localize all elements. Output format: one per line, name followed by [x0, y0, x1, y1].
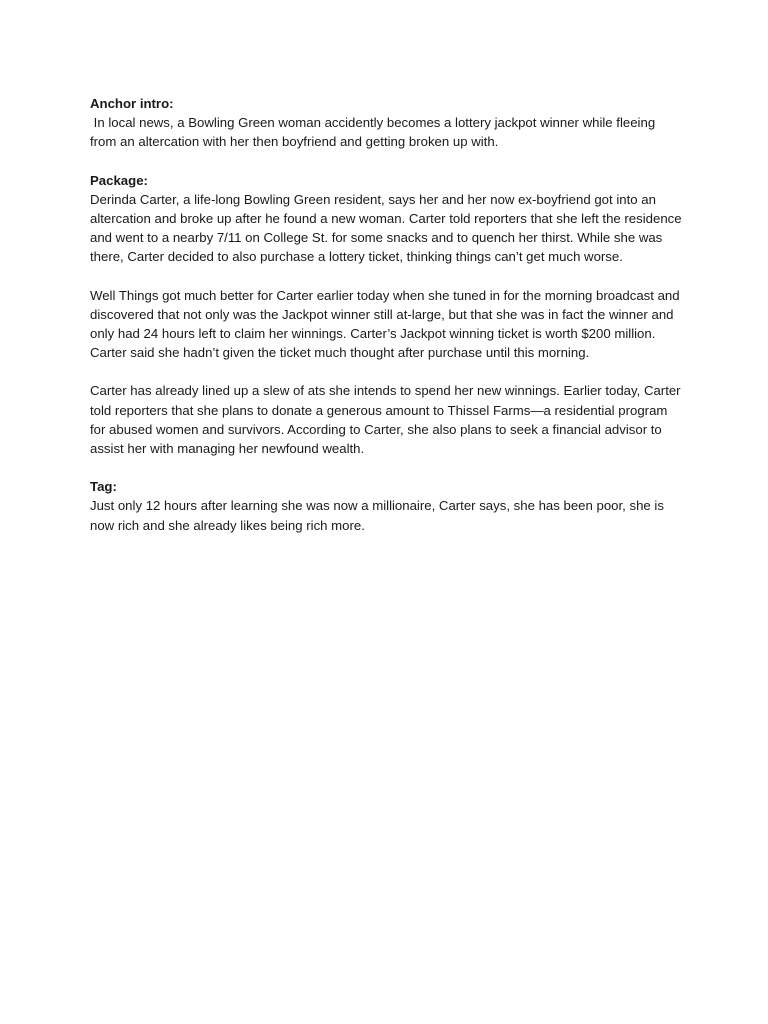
- package-paragraph-3: Carter said she hadn’t given the ticket much thought after purchase until this morning.: [90, 345, 590, 361]
- package-heading: Package:: [90, 172, 148, 188]
- spacer: [90, 362, 682, 381]
- spacer: [90, 152, 682, 171]
- package-paragraph-4: Carter has already lined up a slew of ats she intends to spend her new winnings. Earlier today, Carter told reporters that she plans to donate a generous amount to Thissel Farms—a residential program for abused women and survivors. According to Carter, she also plans to seek a financial advisor to assist her with managing her newfound wealth.: [90, 383, 681, 457]
- package-paragraph-2: Well Things got much better for Carter earlier today when she tuned in for the morning broadcast and discovered that not only was the Jackpot winner still at-large, but that she was in fact the winner and only had 24 hours left to claim her winnings. Carter’s Jackpot winning ticket is worth $200 million.: [90, 287, 680, 342]
- anchor-intro-heading: Anchor intro:: [90, 96, 174, 111]
- document-page: [90, 94, 682, 535]
- spacer: [90, 267, 682, 286]
- tag-paragraph: Just only 12 hours after learning she was now a millionaire, Carter says, she has been poor, she is now rich and she already likes being rich more.: [90, 498, 664, 533]
- tag-heading: Tag:: [90, 479, 117, 495]
- spacer: [90, 458, 682, 477]
- anchor-intro-paragraph: In local news, a Bowling Green woman accidently becomes a lottery jackpot winner while fleeing from an altercation with her then boyfriend and getting broken up with.: [90, 115, 659, 150]
- package-paragraph-1: Derinda Carter, a life-long Bowling Green resident, says her and her now ex-boyfriend got into an altercation and broke up after he found a new woman. Carter told reporters that she left the residence and went to a nearby 7/11 on College St. for some snacks and to quench her thirst. While she was there, Carter decided to also purchase a lottery ticket, thinking things can’t get much worse.: [90, 191, 682, 265]
